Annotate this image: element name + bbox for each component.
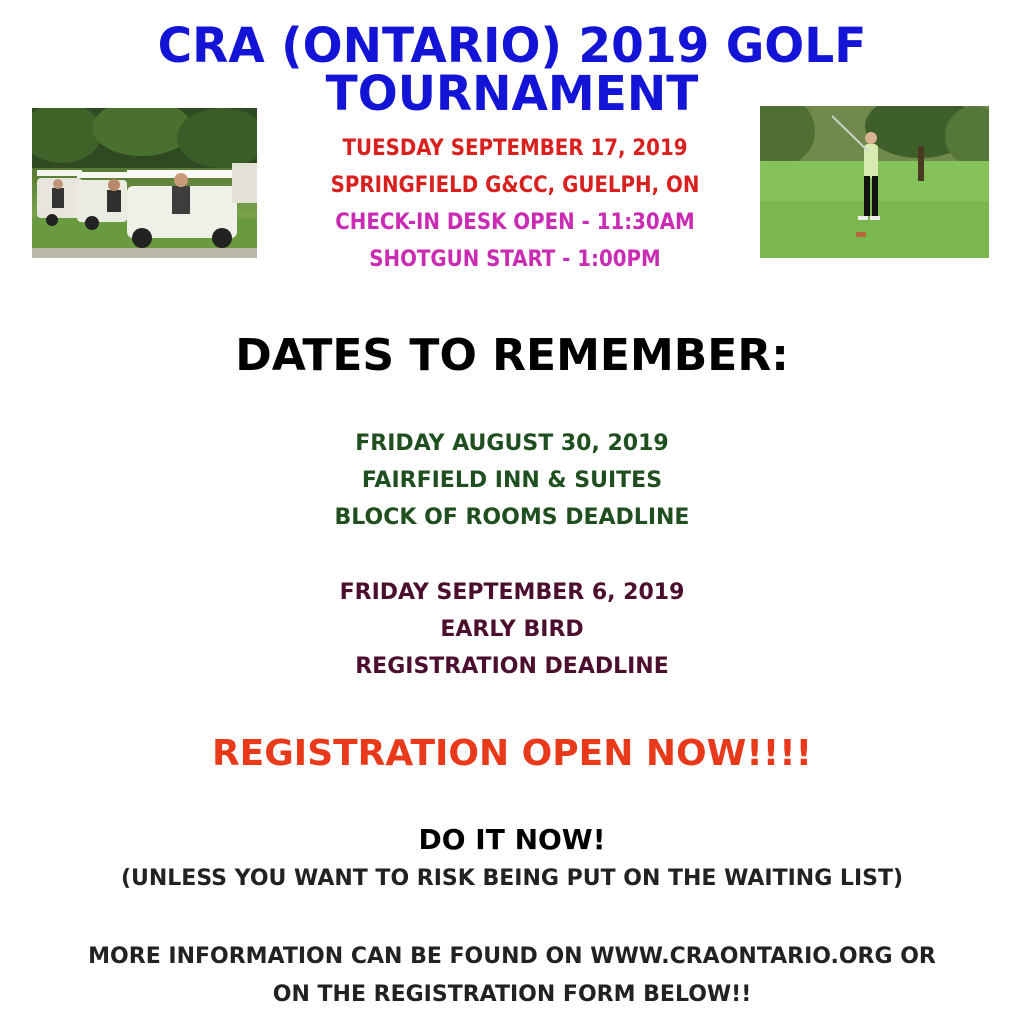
deadline2-description: REGISTRATION DEADLINE	[355, 654, 669, 679]
deadline2-date: FRIDAY SEPTEMBER 6, 2019	[339, 580, 685, 605]
event-details	[300, 130, 730, 278]
early-bird-deadline	[0, 574, 1024, 685]
deadline1-venue: FAIRFIELD INN & SUITES	[361, 468, 663, 493]
registration-open-banner: REGISTRATION OPEN NOW!!!!	[211, 733, 813, 774]
deadline1-description: BLOCK OF ROOMS DEADLINE	[334, 505, 690, 530]
dates-heading: DATES TO REMEMBER:	[235, 330, 789, 381]
more-info-line1: MORE INFORMATION CAN BE FOUND ON WWW.CRAONTARIO.ORG OR	[88, 944, 936, 969]
do-it-now-text: DO IT NOW!	[418, 823, 606, 856]
event-location: SPRINGFIELD G&CC, GUELPH, ON	[330, 173, 700, 198]
event-checkin: CHECK-IN DESK OPEN - 11:30AM	[335, 210, 695, 235]
more-info-line2: ON THE REGISTRATION FORM BELOW!!	[272, 982, 752, 1007]
deadline1-date: FRIDAY AUGUST 30, 2019	[355, 431, 669, 456]
golfer-image	[760, 106, 989, 258]
more-info	[0, 938, 1024, 1014]
golfer-photo	[760, 106, 989, 258]
golf-carts-image	[32, 108, 257, 258]
event-start: SHOTGUN START - 1:00PM	[369, 247, 661, 272]
golf-carts-photo	[32, 108, 257, 258]
event-date: TUESDAY SEPTEMBER 17, 2019	[342, 136, 688, 161]
deadline2-label: EARLY BIRD	[440, 617, 584, 642]
waiting-list-note: (UNLESS YOU WANT TO RISK BEING PUT ON THE WAITING LIST)	[120, 866, 904, 891]
room-block-deadline	[0, 425, 1024, 536]
page-title: CRA (ONTARIO) 2019 GOLF TOURNAMENT	[157, 18, 867, 122]
